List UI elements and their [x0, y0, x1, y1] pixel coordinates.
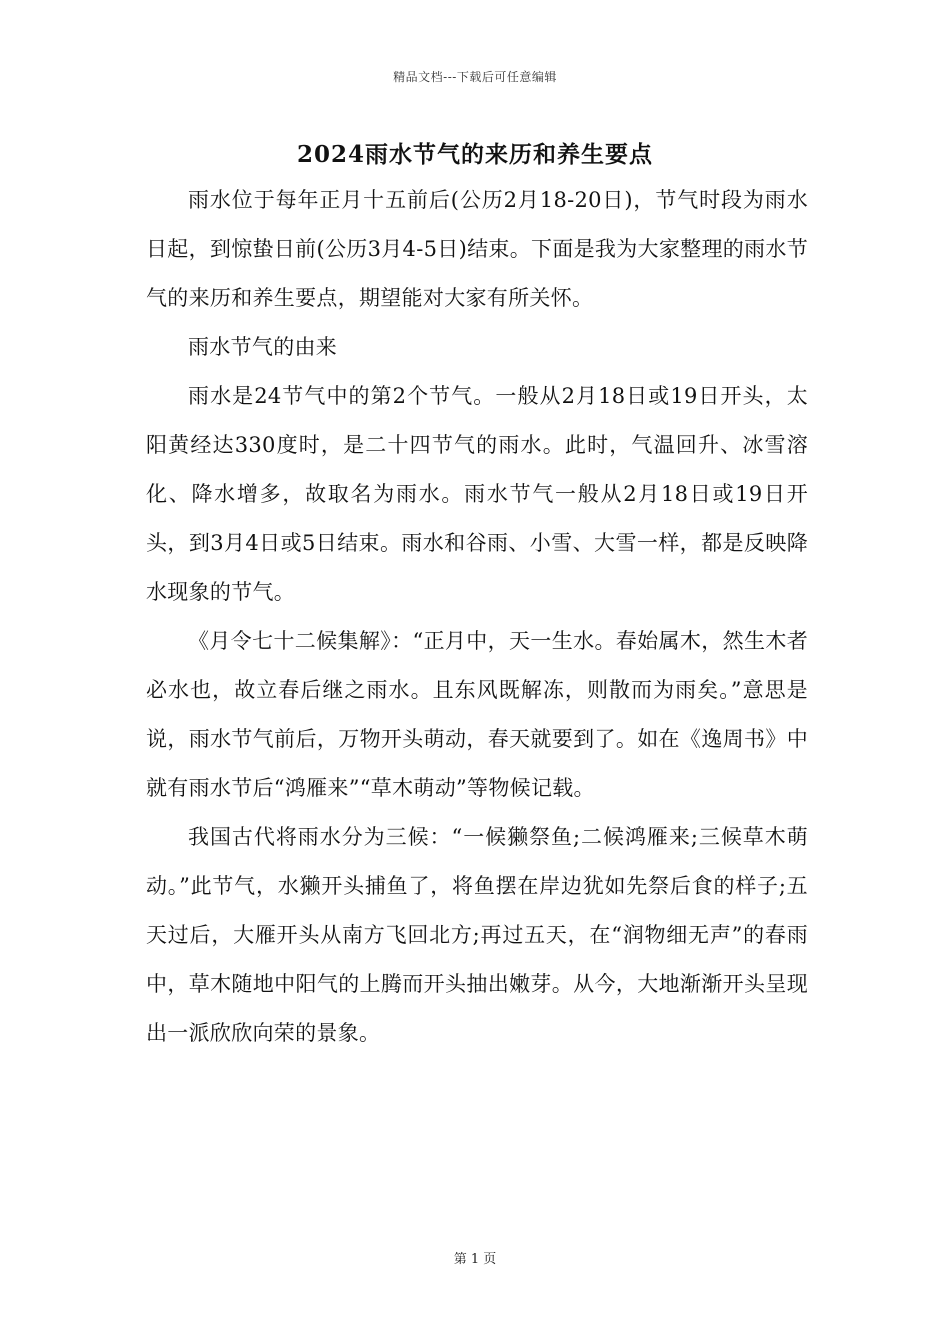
header-note: 精品文档---下载后可任意编辑	[393, 70, 557, 84]
body-paragraph: 《月令七十二候集解》：“正月中，天一生水。春始属木，然生木者必水也，故立春后继之雨水。且东风既解冻，则散而为雨矣。”意思是说，雨水节气前后，万物开头萌动，春天就要到了。如在《逸周书》中就有雨水节后“鸿雁来”“草木萌动”等物候记载。	[146, 629, 808, 800]
document-title: 2024雨水节气的来历和养生要点	[296, 141, 653, 168]
intro-paragraph: 雨水位于每年正月十五前后(公历2月18-20日)，节气时段为雨水日起，到惊蛰日前(公历3月4-5日)结束。下面是我为大家整理的雨水节气的来历和养生要点，期望能对大家有所关怀。	[146, 188, 808, 310]
section-heading: 雨水节气的由来	[188, 335, 338, 359]
page-number: 第 1 页	[453, 1252, 497, 1267]
body-paragraph: 雨水是24节气中的第2个节气。一般从2月18日或19日开头，太阳黄经达330度时，是二十四节气的雨水。此时，气温回升、冰雪溶化、降水增多，故取名为雨水。雨水节气一般从2月18日或19日开头，到3月4日或5日结束。雨水和谷雨、小雪、大雪一样，都是反映降水现象的节气。	[146, 384, 808, 604]
document-body	[146, 176, 808, 1058]
body-paragraph: 我国古代将雨水分为三候：“一候獭祭鱼;二候鸿雁来;三候草木萌动。”此节气，水獭开头捕鱼了，将鱼摆在岸边犹如先祭后食的样子;五天过后，大雁开头从南方飞回北方;再过五天，在“润物细无声”的春雨中，草木随地中阳气的上腾而开头抽出嫩芽。从今，大地渐渐开头呈现出一派欣欣向荣的景象。	[146, 825, 808, 1045]
